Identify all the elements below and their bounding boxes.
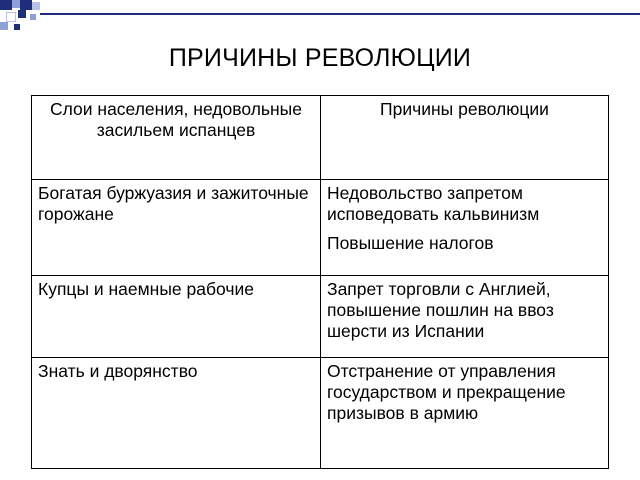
decor-square [0, 0, 12, 10]
decor-square [6, 12, 16, 22]
reasons-cell [321, 276, 609, 358]
layer-cell: Богатая буржуазия и зажиточные горожане [32, 180, 321, 276]
layer-cell: Купцы и наемные рабочие [32, 276, 321, 358]
header-cell-causes: Причины революции [321, 96, 609, 180]
table-row [32, 180, 609, 276]
decor-square [0, 22, 8, 30]
reason-text: Отстранение от управления государством и прекращение призывов в армию [327, 361, 566, 423]
table-header-row [32, 96, 609, 180]
corner-decoration [0, 0, 56, 40]
reason-text: Запрет торговли с Англией, повышение пошлин на ввоз шерсти из Испании [327, 279, 554, 341]
header-cell-layers: Слои населения, недовольные засильем испанцев [32, 96, 321, 180]
reasons-cell [321, 180, 609, 276]
decor-square [14, 24, 20, 30]
decor-square [18, 10, 26, 18]
table-row [32, 358, 609, 469]
layer-cell: Знать и дворянство [32, 358, 321, 469]
reason-text: Недовольство запретом исповедовать кальвинизм [327, 183, 540, 224]
decor-square [12, 0, 20, 8]
causes-table [31, 95, 609, 469]
decor-square [20, 0, 32, 10]
reason-text: Повышение налогов [327, 233, 494, 253]
decor-square [30, 14, 36, 20]
decor-square [32, 2, 40, 10]
header-rule [40, 13, 640, 15]
table-row [32, 276, 609, 358]
slide-title: ПРИЧИНЫ РЕВОЛЮЦИИ [168, 44, 472, 72]
reasons-cell [321, 358, 609, 469]
